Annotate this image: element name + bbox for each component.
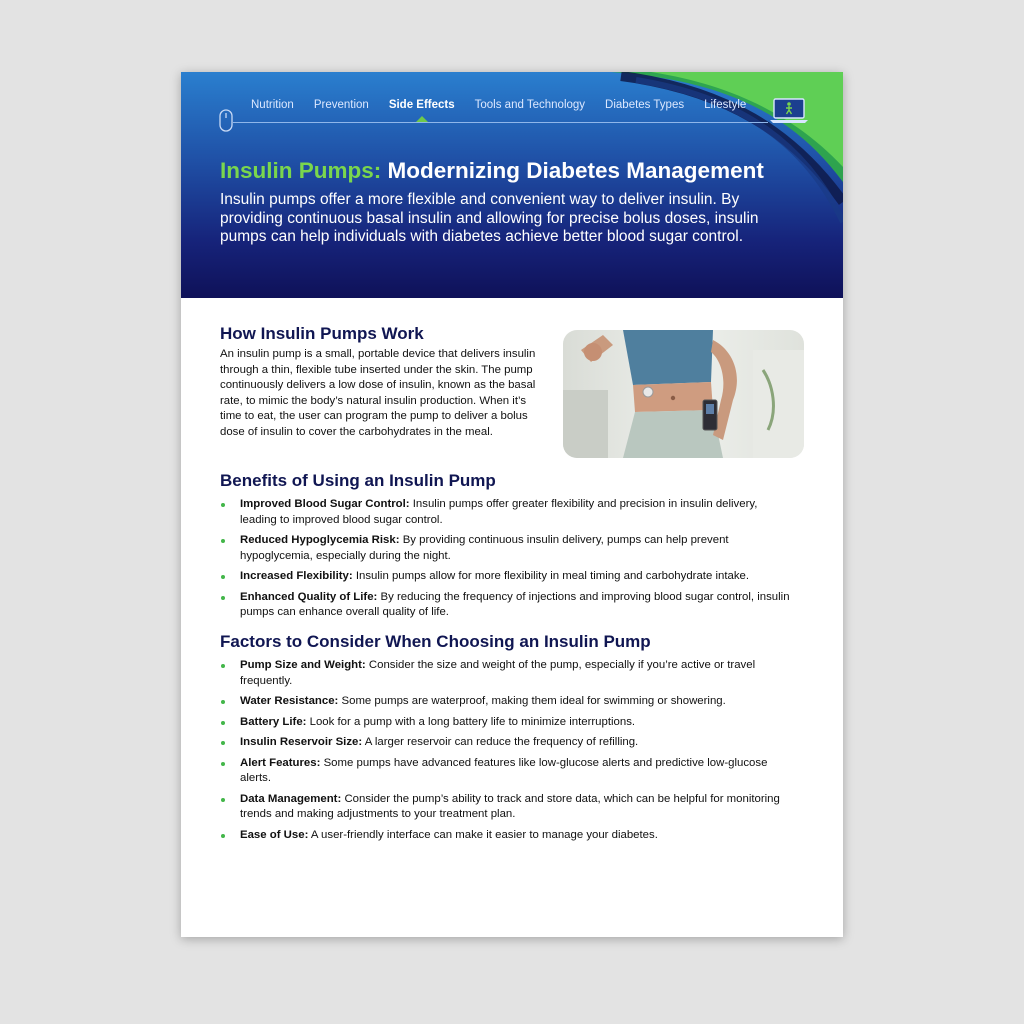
factor-text: Look for a pump with a long battery life to minimize interruptions. (306, 715, 636, 728)
how-section (220, 324, 810, 440)
factors-list (220, 658, 790, 843)
list-item (220, 694, 790, 710)
bullet-icon (221, 664, 225, 668)
list-item (220, 756, 790, 787)
mouse-icon (219, 109, 233, 133)
list-item (220, 715, 790, 731)
benefits-list (220, 497, 790, 621)
document-page (181, 72, 843, 937)
benefits-heading: Benefits of Using an Insulin Pump (220, 471, 496, 490)
nav-item-nutrition[interactable]: Nutrition (251, 99, 294, 111)
factor-text: Some pumps have advanced features like low-glucose alerts and predictive low-glucose alerts. (240, 756, 768, 784)
benefit-text: Insulin pumps allow for more flexibility in meal timing and carbohydrate intake. (352, 570, 750, 582)
list-item (220, 828, 790, 844)
how-body: An insulin pump is a small, portable device that delivers insulin through a thin, flexible tube inserted under the skin. The pump continuously delivers a low dose of insulin, known as the basal rate, to mimic the body’s natural insulin production. When it’s time to eat, the user can program the pump to deliver a bolus dose of insulin to cover the carbohydrates in the meal. (220, 348, 536, 438)
factor-text: Some pumps are waterproof, making them ideal for swimming or showering. (338, 695, 726, 707)
title-rest: Modernizing Diabetes Management (381, 158, 764, 183)
title-accent: Insulin Pumps: (220, 158, 382, 183)
benefit-text: By providing continuous insulin delivery, pumps can help prevent hypoglycemia, especially during the night. (240, 534, 729, 562)
page-title (220, 158, 764, 184)
intro-paragraph: Insulin pumps offer a more flexible and convenient way to deliver insulin. By providing continuous basal insulin and allowing for precise bolus doses, insulin pumps can help individuals with diabetes achieve better blood sugar control. (220, 191, 759, 245)
benefits-section (220, 471, 790, 626)
bullet-icon (221, 575, 225, 579)
nav-item-prevention[interactable]: Prevention (313, 99, 369, 111)
factors-section (220, 632, 790, 848)
factor-text: Consider the pump’s ability to track and store data, which can be helpful for monitoring trends and making adjustments to your treatment plan. (240, 792, 780, 820)
factor-text: A user-friendly interface can make it easier to manage your diabetes. (308, 828, 658, 841)
factor-term: Water Resistance: (240, 695, 339, 707)
list-item (220, 590, 790, 621)
bullet-icon (221, 798, 225, 802)
factor-term: Pump Size and Weight: (240, 659, 366, 671)
benefit-text: Insulin pumps offer greater flexibility and precision in insulin delivery, leading to improved blood sugar control. (240, 498, 758, 526)
benefit-term: Reduced Hypoglycemia Risk: (240, 534, 400, 546)
factor-term: Data Management: (240, 792, 342, 805)
factor-text: Consider the size and weight of the pump, especially if you’re active or travel frequently. (240, 659, 756, 687)
factor-term: Alert Features: (240, 756, 321, 769)
bullet-icon (221, 596, 225, 600)
top-nav (251, 99, 766, 117)
active-nav-indicator (416, 116, 428, 122)
list-item (220, 658, 790, 689)
bullet-icon (221, 539, 225, 543)
laptop-icon (769, 97, 809, 125)
list-item (220, 735, 790, 751)
list-item (220, 497, 790, 528)
nav-item-diabetes-types[interactable]: Diabetes Types (605, 99, 685, 111)
nav-divider (233, 122, 768, 123)
nav-item-lifestyle[interactable]: Lifestyle (704, 99, 747, 111)
header-banner (181, 72, 843, 298)
bullet-icon (221, 721, 225, 725)
nav-item-tools-and-technology[interactable]: Tools and Technology (474, 99, 586, 111)
bullet-icon (221, 762, 225, 766)
factor-term: Ease of Use: (240, 828, 309, 841)
factor-term: Battery Life: (240, 715, 307, 728)
bullet-icon (221, 700, 225, 704)
factor-term: Insulin Reservoir Size: (240, 736, 363, 748)
benefit-term: Increased Flexibility: (240, 570, 353, 582)
list-item (220, 792, 790, 823)
bullet-icon (221, 503, 225, 507)
benefit-text: By reducing the frequency of injections and improving blood sugar control, insulin pumps can enhance overall quality of life. (240, 590, 790, 618)
factors-heading: Factors to Consider When Choosing an Insulin Pump (220, 632, 651, 651)
factor-text: A larger reservoir can reduce the frequency of refilling. (362, 736, 639, 748)
list-item (220, 569, 790, 585)
bullet-icon (221, 834, 225, 838)
nav-item-side-effects[interactable]: Side Effects (388, 99, 455, 111)
how-heading: How Insulin Pumps Work (220, 324, 424, 343)
benefit-term: Improved Blood Sugar Control: (240, 498, 410, 510)
list-item (220, 533, 790, 564)
bullet-icon (221, 741, 225, 745)
benefit-term: Enhanced Quality of Life: (240, 590, 378, 603)
